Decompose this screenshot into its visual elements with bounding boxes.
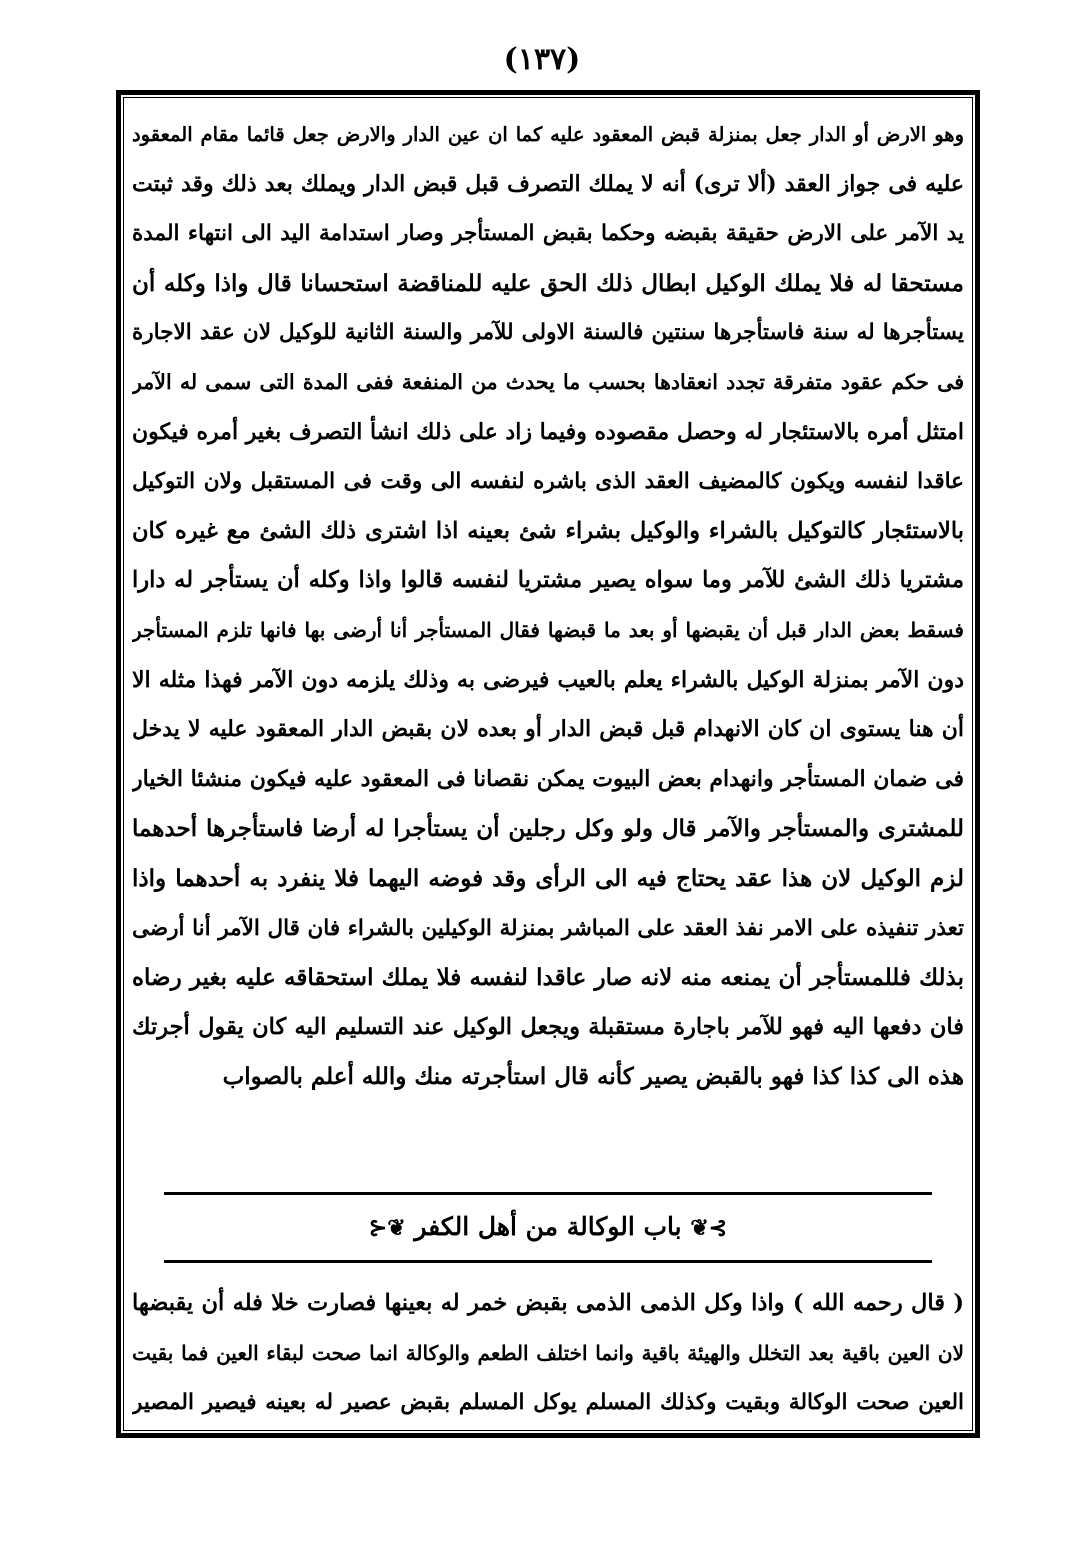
text-line: للمشترى والمستأجر والآمر قال ولو وكل رجلين أن يستأجرا له أرضا فاستأجرها أحدهما (132, 815, 964, 843)
page-number: (١٣٧) (503, 42, 581, 77)
text-line: بالاستئجار كالتوكيل بالشراء والوكيل بشراء شئ بعينه اذا اشترى ذلك الشئ مع غيره كان (132, 517, 964, 544)
text-line: فان دفعها اليه فهو للآمر باجارة مستقبلة ويجعل الوكيل عند التسليم اليه كان يقول أجرتك (132, 1013, 964, 1040)
section-text (132, 1279, 964, 1428)
text-line: لزم الوكيل لان هذا عقد يحتاج فيه الى الرأى وقد فوضه اليهما فلا ينفرد به أحدهما واذا (132, 864, 964, 892)
text-line: عاقدا لنفسه ويكون كالمضيف العقد الذى باشره لنفسه الى وقت فى المستقبل ولان التوكيل (132, 469, 964, 495)
section-heading-text: باب الوكالة من أهل الكفر (414, 1212, 682, 1241)
ornament-icon: ❦⊰ (368, 1215, 406, 1241)
text-line: لان العين باقية بعد التخلل والهيئة باقية وانما اختلف الطعم والوكالة انما صحت لبقاء العين فما بقيت (132, 1340, 964, 1365)
divider-line (164, 1260, 932, 1263)
text-line: فسقط بعض الدار قبل أن يقبضها أو بعد ما قبضها فقال المستأجر أنا أرضى بها فانها تلزم المستأجر (132, 617, 964, 642)
text-line: عليه فى جواز العقد (ألا ترى) أنه لا يملك التصرف قبل قبض الدار ويملك بعد ذلك وقد ثبتت (132, 170, 964, 197)
text-line: وهو الارض أو الدار جعل بمنزلة قبض المعقود عليه كما ان عين الدار والارض جعل قائما مقام المعقود (132, 123, 964, 146)
text-line: هذه الى كذا كذا فهو بالقبض يصير كأنه قال استأجرته منك والله أعلم بالصواب (222, 1063, 964, 1091)
text-line: أن هنا يستوى ان كان الانهدام قبل قبض الدار أو بعده لان بقبض الدار المعقود عليه لا يدخل (132, 716, 964, 743)
section-heading (120, 1202, 976, 1253)
text-line: بذلك فللمستأجر أن يمنعه منه لانه صار عاقدا لنفسه فلا يملك استحقاقه عليه بغير رضاه (132, 964, 964, 992)
text-line: فى حكم عقود متفرقة تجدد انعقادها بحسب ما يحدث من المنفعة ففى المدة التى سمى له الآمر (132, 369, 964, 394)
text-line: دون الآمر بمنزلة الوكيل بالشراء يعلم بالعيب فيرضى به وذلك يلزمه دون الآمر فهذا مثله الا (132, 666, 964, 693)
text-line: مشتريا ذلك الشئ للآمر وما سواه يصير مشتريا لنفسه قالوا واذا وكله أن يستأجر له دارا (132, 567, 964, 594)
text-line: مستحقا له فلا يملك الوكيل ابطال ذلك الحق عليه للمناقضة استحسانا قال واذا وكله أن (132, 269, 964, 297)
ornament-icon: ⊱❦ (690, 1215, 728, 1241)
text-line: ( قال رحمه الله ) واذا وكل الذمى الذمى بقبض خمر له بعينها فصارت خلا فله أن يقبضها (132, 1290, 964, 1316)
text-line: فى ضمان المستأجر وانهدام بعض البيوت يمكن نقصانا فى المعقود عليه فيكون منشئا الخيار (132, 765, 964, 792)
text-line: تعذر تنفيذه على الامر نفذ العقد على المباشر بمنزلة الوكيلين بالشراء فان قال الآمر أنا أرضى (132, 915, 964, 941)
text-line: يستأجرها له سنة فاستأجرها سنتين فالسنة الاولى للآمر والسنة الثانية للوكيل لان عقد الاجارة (132, 320, 964, 346)
text-line: يد الآمر على الارض حقيقة بقبضه وحكما بقبض المستأجر وصار استدامة اليد الى انتهاء المدة (132, 221, 964, 247)
divider-line (164, 1192, 932, 1195)
text-line: العين صحت الوكالة وبقيت وكذلك المسلم يوكل المسلم بقبض عصير له بعينه فيصير المصير (132, 1390, 964, 1416)
page-frame (116, 90, 980, 1438)
text-line: امتثل أمره بالاستئجار له وحصل مقصوده وفيما زاد على ذلك انشأ التصرف بغير أمره فيكون (132, 418, 964, 445)
body-text (132, 110, 964, 1102)
